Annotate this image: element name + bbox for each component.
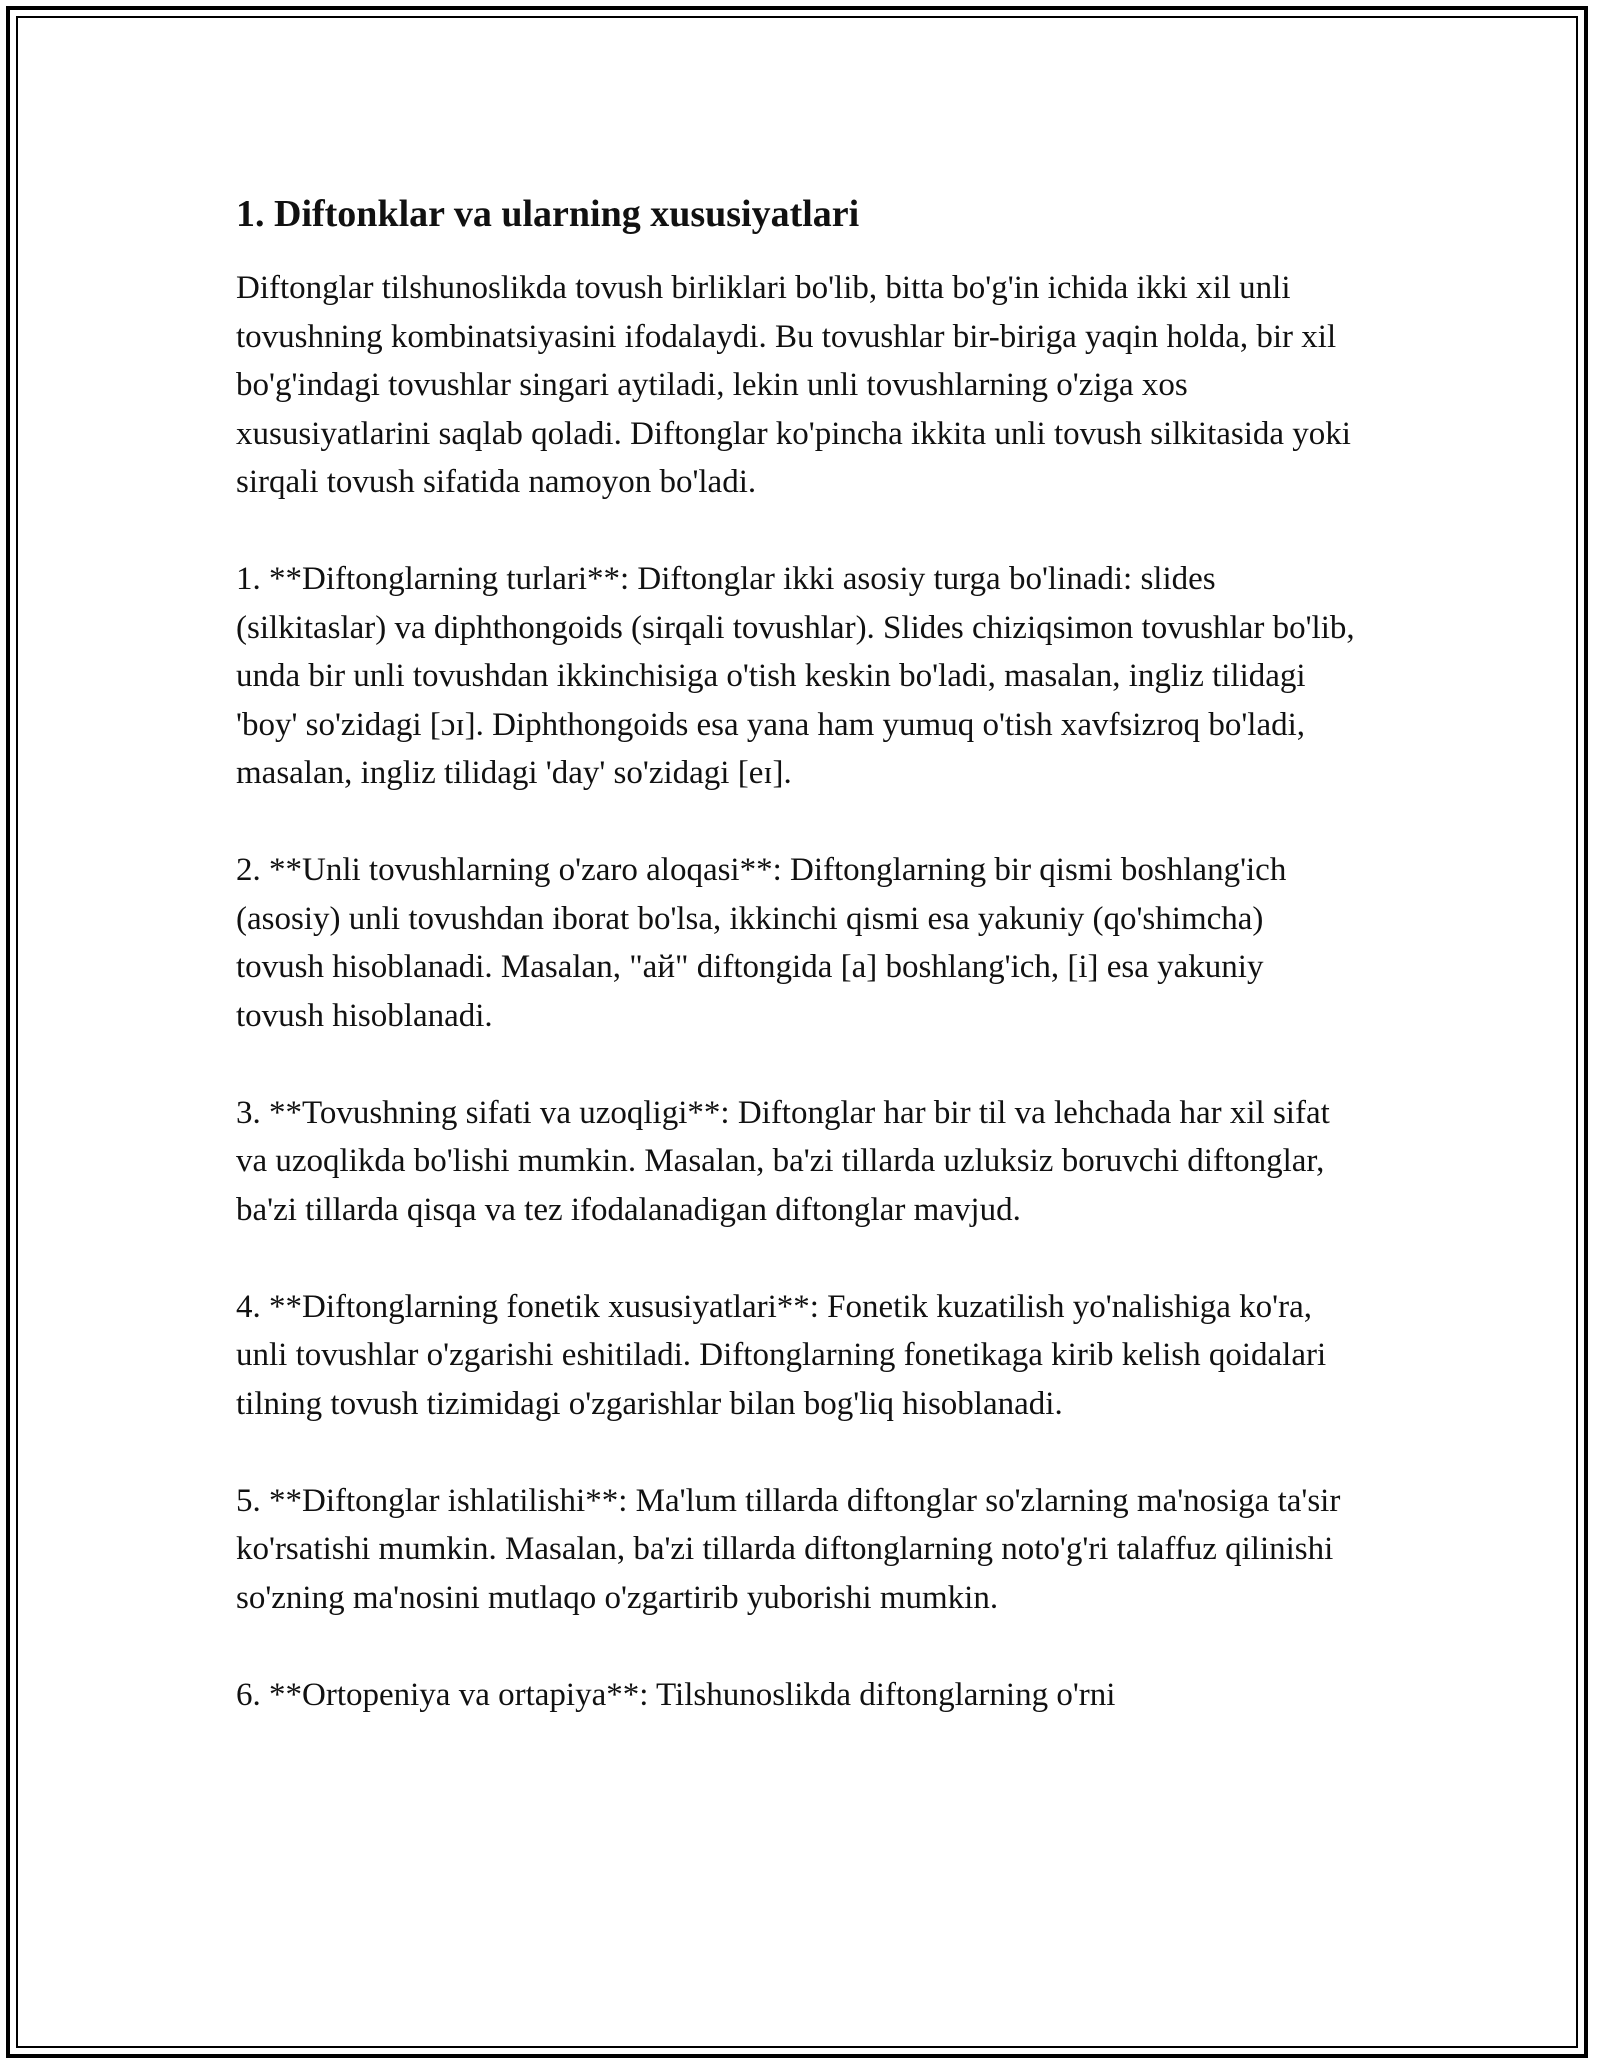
section-title: 1. Diftonklar va ularning xususiyatlari: [236, 193, 860, 235]
document-body: [236, 186, 1356, 1768]
point-3-paragraph: 3. **Tovushning sifati va uzoqligi**: Diftonglar har bir til va lehchada har xil sifat va uzoqlikda bo'lishi mumkin. Masalan, ba'zi tillarda uzluksiz boruvchi diftonglar, ba'zi tillarda qisqa va tez ifodalanadigan diftonglar mavjud.: [236, 1094, 1330, 1228]
point-4-paragraph: 4. **Diftonglarning fonetik xususiyatlari**: Fonetik kuzatilish yo'nalishiga ko'ra, unli tovushlar o'zgarishi eshitiladi. Diftonglarning fonetikaga kirib kelish qoidalari tilning tovush tizimidagi o'zgarishlar bilan bog'liq hisoblanadi.: [236, 1288, 1327, 1422]
point-2-paragraph: 2. **Unli tovushlarning o'zaro aloqasi**: Diftonglarning bir qismi boshlang'ich (asosiy) unli tovushdan iborat bo'lsa, ikkinchi qismi esa yakuniy (qo'shimcha) tovush hisoblanadi. Masalan, "ай" diftongida [a] boshlang'ich, [i] esa yakuniy tovush hisoblanadi.: [236, 852, 1287, 1034]
point-1-paragraph: 1. **Diftonglarning turlari**: Diftonglar ikki asosiy turga bo'linadi: slides (silkitaslar) va diphthongoids (sirqali tovushlar). Slides chiziqsimon tovushlar bo'lib, unda bir unli tovushdan ikkinchisiga o'tish keskin bo'ladi, masalan, ingliz tilidagi 'boy' so'zidagi [ɔɪ]. Diphthongoids esa yana ham yumuq o'tish xavfsizroq bo'ladi, masalan, ingliz tilidagi 'day' so'zidagi [eɪ].: [236, 561, 1355, 791]
intro-paragraph: Diftonglar tilshunoslikda tovush birliklari bo'lib, bitta bo'g'in ichida ikki xil unli tovushning kombinatsiyasini ifodalaydi. Bu tovushlar bir-biriga yaqin holda, bir xil bo'g'indagi tovushlar singari aytiladi, lekin unli tovushlarning o'ziga xos xususiyatlarini saqlab qoladi. Diftonglar ko'pincha ikkita unli tovush silkitasida yoki sirqali tovush sifatida namoyon bo'ladi.: [236, 270, 1351, 500]
point-6-paragraph: 6. **Ortopeniya va ortapiya**: Tilshunoslikda diftonglarning o'rni: [236, 1676, 1116, 1713]
point-5-paragraph: 5. **Diftonglar ishlatilishi**: Ma'lum tillarda diftonglar so'zlarning ma'nosiga ta'sir ko'rsatishi mumkin. Masalan, ba'zi tillarda diftonglarning noto'g'ri talaffuz qilinishi so'zning ma'nosini mutlaqo o'zgartirib yuborishi mumkin.: [236, 1482, 1341, 1616]
